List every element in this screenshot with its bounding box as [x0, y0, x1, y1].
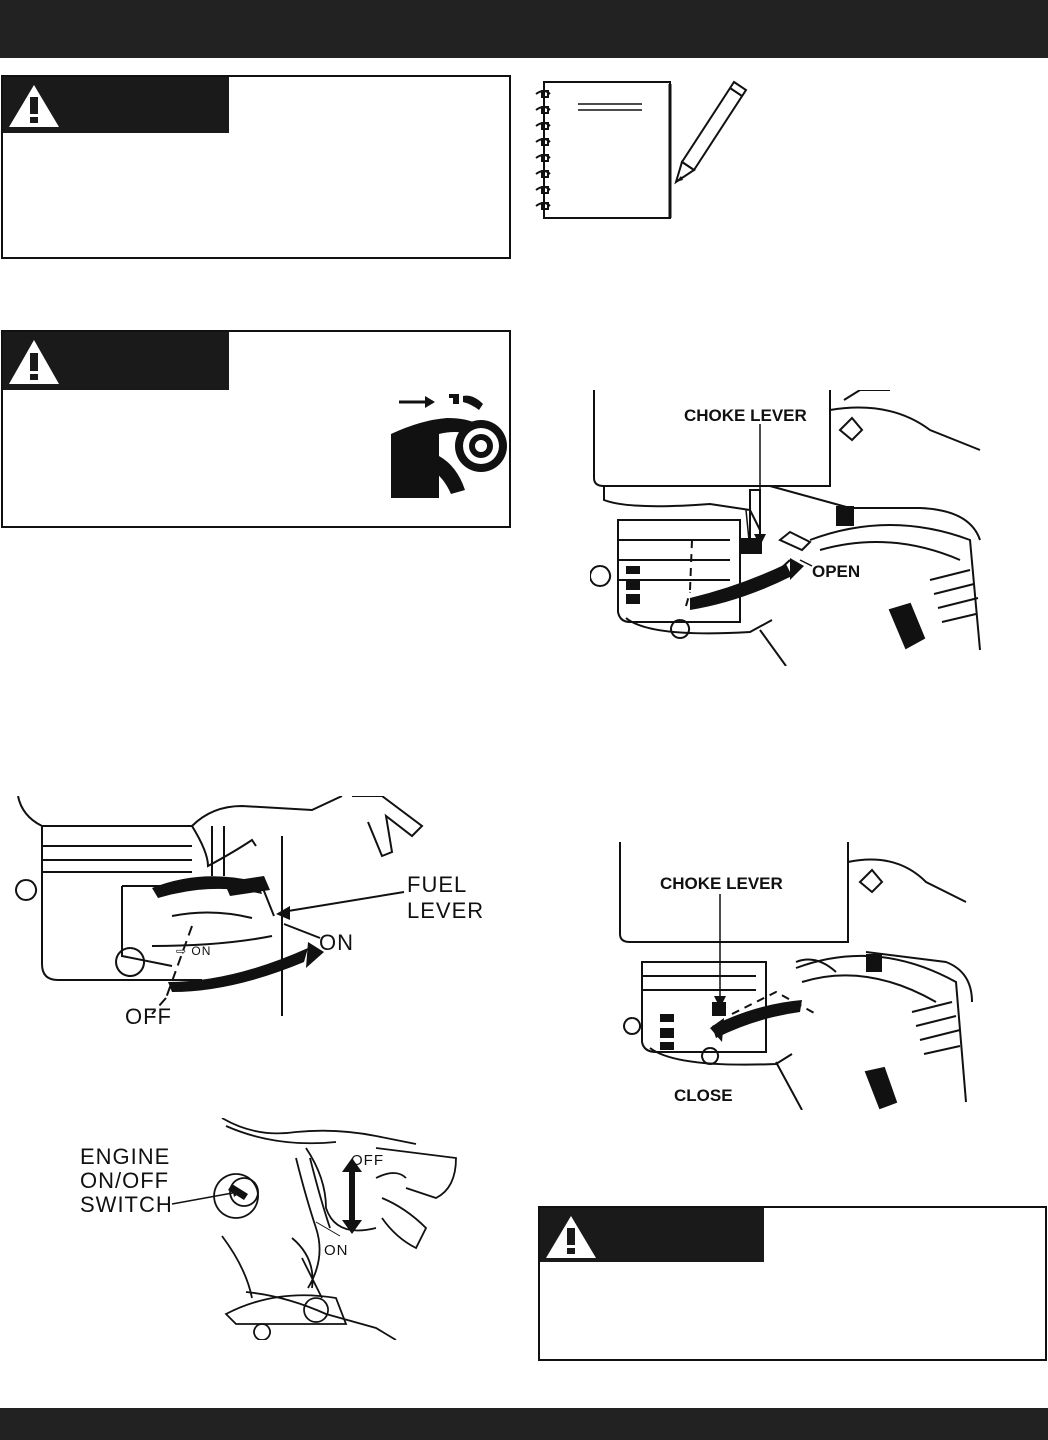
- warning-box-3: [538, 1206, 1047, 1361]
- fuel-lever-label-line1: FUEL: [407, 872, 468, 897]
- switch-on-label: ON: [324, 1242, 349, 1259]
- choke-close-figure: [616, 842, 976, 1110]
- open-label: OPEN: [812, 562, 861, 581]
- close-label: CLOSE: [674, 1086, 733, 1105]
- choke-lever-label: CHOKE LEVER: [684, 406, 807, 425]
- fuel-on-label: ON: [319, 930, 354, 955]
- warning-triangle-icon: [7, 83, 61, 129]
- fuel-dial-marking: ⇨ ON: [176, 944, 212, 958]
- warning-box-2: [1, 330, 511, 528]
- choke-open-figure: [590, 390, 990, 666]
- pencil-icon: [672, 78, 752, 188]
- engine-switch-figure: [76, 1118, 466, 1340]
- switch-label-line2: ON/OFF: [80, 1168, 170, 1193]
- fuel-lever-label-line2: LEVER: [407, 898, 485, 923]
- page-footer-bar: [0, 1408, 1048, 1440]
- fuel-off-label: OFF: [125, 1004, 172, 1029]
- switch-label-line3: SWITCH: [80, 1192, 173, 1217]
- hand-entanglement-icon: [385, 390, 509, 500]
- warning-header-1: [3, 77, 229, 133]
- fuel-lever-figure: [12, 796, 502, 1036]
- warning-box-1: [1, 75, 511, 259]
- warning-header-3: [540, 1208, 764, 1262]
- switch-off-label: OFF: [351, 1152, 384, 1169]
- engine-choke-open-drawing: [590, 390, 990, 666]
- warning-triangle-icon: [7, 338, 61, 386]
- warning-triangle-icon: [544, 1214, 598, 1260]
- page-header-bar: [0, 0, 1048, 58]
- switch-label-line1: ENGINE: [80, 1144, 171, 1169]
- warning-header-2: [3, 332, 229, 390]
- notebook-icon: [534, 80, 676, 222]
- choke-lever-label: CHOKE LEVER: [660, 874, 783, 893]
